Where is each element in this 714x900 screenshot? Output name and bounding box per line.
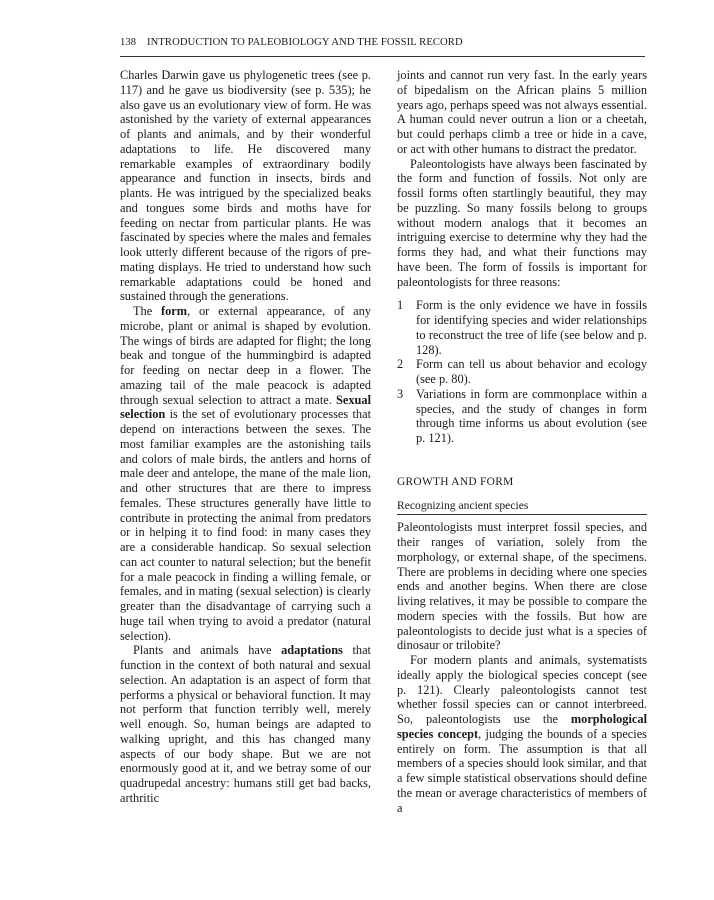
paragraph-fossil-form: Paleontologists have always been fascinated by the form and function of fossils. Not only are fossil forms often startlingly beautiful, they may be puzzling. So many fossils belong to groups without modern analogs that it becomes an intriguing exercise to determine why they had the forms they had, and what their functions may have been. The form of fossils is important for paleontologists for three reasons: bbox=[397, 156, 647, 289]
term-form: form bbox=[161, 304, 188, 318]
sub-heading: Recognizing ancient species bbox=[397, 498, 529, 512]
header-rule bbox=[120, 56, 645, 57]
right-column bbox=[397, 68, 647, 815]
left-column bbox=[120, 68, 371, 806]
paragraph-darwin: Charles Darwin gave us phylogenetic trees (see p. 117) and he gave us biodiversity (see p. 535); he also gave us an evolutionary view of form. He was astonished by the variety of external appearances of plants and animals, and by their wonderful adaptations to life. He discovered many remarkable examples of extraordinary bodily appearance and function in insects, birds and plants. He was intrigued by the specialized beaks and tongues some birds and moths have for feeding on nectar from particular plants. He was fascinated by species where the males and females look utterly different because of the rigors of pre-mating displays. He tried to understand how such remarkable adaptations could be honed and sustained through the generations. bbox=[120, 68, 371, 304]
term-adaptations: adaptations bbox=[281, 643, 343, 658]
section-heading: GROWTH AND FORM bbox=[397, 475, 514, 488]
paragraph-ancient-species: Paleontologists must interpret fossil species, and their ranges of variation, solely from the morphology, or external shape, of the specimens. There are problems in deciding where one species ends and another begins. When there are close living relatives, it may be possible to compare the modern species with the fossils. But how are paleontologists to decide just what is a species of dinosaur or trilobite? bbox=[397, 520, 647, 653]
term-morphological-species-concept: morphological species concept bbox=[397, 712, 647, 741]
reasons-list bbox=[397, 298, 647, 446]
page-number: 138 bbox=[120, 37, 137, 48]
paragraph-adaptations: Plants and animals have adaptations that function in the context of both natural and sexual selection. An adaptation is an aspect of form that performs a physical or behavioral function. It may not perform that function terribly well, merely well enough. So, human beings are adapted to walking upright, and this has changed many aspects of our body shape. But we are not enormously good at it, and we betray some of our quadrupedal ancestry: humans still get bad backs, arthritic bbox=[120, 643, 371, 805]
list-number: 2 bbox=[397, 357, 404, 372]
list-item: 2 Form can tell us about behavior and ecology (see p. 80). bbox=[397, 357, 647, 386]
list-number: 1 bbox=[397, 298, 404, 313]
sub-heading-rule bbox=[397, 514, 647, 515]
running-title: INTRODUCTION TO PALEOBIOLOGY AND THE FOSSIL RECORD bbox=[146, 37, 463, 48]
paragraph-species-concept: For modern plants and animals, systematists ideally apply the biological species concept (see p. 121). Clearly paleontologists cannot test whether fossil species can or cannot interbreed. So, paleontologists use the morphological species concept, judging the bounds of a species entirely on form. The assumption is that all members of a species should look similar, and that a few simple statistical observations should define the mean or average characteristics of members of a bbox=[397, 653, 647, 815]
term-sexual-selection: Sexual selection bbox=[120, 392, 371, 422]
list-item: 1 Form is the only evidence we have in fossils for identifying species and wider relationships to reconstruct the tree of life (see below and p. 128). bbox=[397, 298, 647, 357]
list-number: 3 bbox=[397, 386, 404, 401]
paragraph-bipedalism: joints and cannot run very fast. In the early years of bipedalism on the African plains 5 million years ago, perhaps speed was not always essential. A human could never outrun a lion or a cheetah, but could perhaps climb a tree or hide in a cave, or act with other humans to distract the predator. bbox=[397, 68, 647, 156]
running-header bbox=[120, 37, 645, 48]
list-item: 3 Variations in form are commonplace within a species, and the study of changes in form through time informs us about evolution (see p. 121). bbox=[397, 386, 647, 445]
paragraph-form: The form, or external appearance, of any microbe, plant or animal is shaped by evolution. The wings of birds are adapted for flight; the long beak and tongue of the hummingbird is adapted for feeding on nectar deep in a flower. The amazing tail of the male peacock is adapted through sexual selection to attract a mate. Sexual selection is the set of evolutionary processes that depend on interactions between the sexes. The most familiar examples are the astonishing tails and colors of male birds, the antlers and horns of male deer and antelope, the mane of the male lion, and other structures that are there to impress females. These structures generally have little to contribute in protecting the animal from predators or in helping it to find food: in many cases they are a considerable handicap. So sexual selection can act counter to natural selection; but the benefit for a male peacock in finding a willing female, or females, and in mating (sexual selection) is clearly greater than the disadvantage of carrying such a huge tail when trying to avoid a predator (natural selection). bbox=[120, 304, 371, 643]
